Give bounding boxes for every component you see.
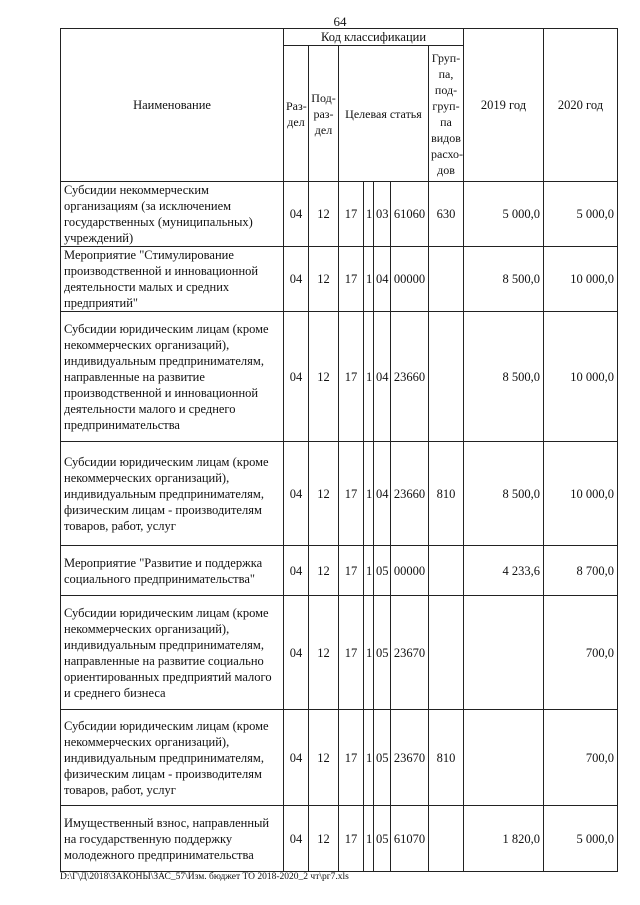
header-classification-code: Код классификации xyxy=(284,29,464,46)
row-name: Имущественный взнос, направленный на государственную поддержку молодежного предпринимательства xyxy=(61,806,284,872)
row-ts2: 1 xyxy=(364,312,374,442)
row-2019: 8 500,0 xyxy=(464,312,544,442)
row-ts4: 23670 xyxy=(391,596,429,710)
row-name: Субсидии юридическим лицам (кроме некоммерческих организаций), индивидуальным предпринимателям, направленные на развитие производственной и инновационной деятельности малого и среднего предпринимательства xyxy=(61,312,284,442)
header-subsection: Под-раз-дел xyxy=(309,46,339,182)
row-ts1: 17 xyxy=(339,546,364,596)
table-row xyxy=(61,312,618,442)
row-razdel: 04 xyxy=(284,312,309,442)
row-ts4: 61070 xyxy=(391,806,429,872)
row-vid: 810 xyxy=(429,710,464,806)
row-ts1: 17 xyxy=(339,247,364,312)
row-razdel: 04 xyxy=(284,247,309,312)
row-ts2: 1 xyxy=(364,546,374,596)
row-2020: 5 000,0 xyxy=(544,182,618,247)
row-podrazdel: 12 xyxy=(309,182,339,247)
row-razdel: 04 xyxy=(284,546,309,596)
row-ts1: 17 xyxy=(339,182,364,247)
header-year-2019: 2019 год xyxy=(464,29,544,182)
row-name: Мероприятие "Стимулирование производственной и инновационной деятельности малых и средних предприятий" xyxy=(61,247,284,312)
header-name: Наименование xyxy=(61,29,284,182)
row-ts1: 17 xyxy=(339,806,364,872)
row-name: Субсидии некоммерческим организациям (за исключением государственных (муниципальных) учреждений) xyxy=(61,182,284,247)
row-podrazdel: 12 xyxy=(309,312,339,442)
row-vid: 810 xyxy=(429,442,464,546)
row-ts3: 05 xyxy=(374,710,391,806)
row-podrazdel: 12 xyxy=(309,442,339,546)
row-podrazdel: 12 xyxy=(309,546,339,596)
row-2019 xyxy=(464,710,544,806)
budget-table xyxy=(60,28,618,872)
row-2019 xyxy=(464,596,544,710)
row-name: Субсидии юридическим лицам (кроме некоммерческих организаций), индивидуальным предпринимателям, физическим лицам - производителям товаров, работ, услуг xyxy=(61,710,284,806)
row-podrazdel: 12 xyxy=(309,710,339,806)
row-2020: 10 000,0 xyxy=(544,312,618,442)
row-podrazdel: 12 xyxy=(309,596,339,710)
row-2020: 10 000,0 xyxy=(544,442,618,546)
row-2020: 8 700,0 xyxy=(544,546,618,596)
row-2019: 5 000,0 xyxy=(464,182,544,247)
row-razdel: 04 xyxy=(284,710,309,806)
row-ts1: 17 xyxy=(339,442,364,546)
row-ts4: 00000 xyxy=(391,546,429,596)
row-vid xyxy=(429,312,464,442)
row-ts3: 03 xyxy=(374,182,391,247)
row-ts2: 1 xyxy=(364,442,374,546)
row-2020: 700,0 xyxy=(544,710,618,806)
row-ts4: 23670 xyxy=(391,710,429,806)
header-row-top xyxy=(61,29,618,46)
row-ts2: 1 xyxy=(364,182,374,247)
row-vid xyxy=(429,247,464,312)
row-ts2: 1 xyxy=(364,596,374,710)
row-name: Субсидии юридическим лицам (кроме некоммерческих организаций), индивидуальным предпринимателям, физическим лицам - производителям товаров, работ, услуг xyxy=(61,442,284,546)
row-ts3: 05 xyxy=(374,546,391,596)
header-expense-group: Груп-па, под-груп-па видов расхо-дов xyxy=(429,46,464,182)
row-vid xyxy=(429,806,464,872)
row-razdel: 04 xyxy=(284,596,309,710)
table-row xyxy=(61,442,618,546)
row-ts4: 23660 xyxy=(391,442,429,546)
header-year-2020: 2020 год xyxy=(544,29,618,182)
row-razdel: 04 xyxy=(284,182,309,247)
row-ts2: 1 xyxy=(364,247,374,312)
row-podrazdel: 12 xyxy=(309,247,339,312)
row-2019: 8 500,0 xyxy=(464,247,544,312)
row-ts1: 17 xyxy=(339,596,364,710)
row-ts3: 04 xyxy=(374,247,391,312)
header-target-article: Целевая статья xyxy=(339,46,429,182)
table-row xyxy=(61,182,618,247)
row-2019: 8 500,0 xyxy=(464,442,544,546)
row-ts3: 04 xyxy=(374,442,391,546)
row-name: Субсидии юридическим лицам (кроме некоммерческих организаций), индивидуальным предпринимателям, направленные на развитие социально ориентированных предприятий малого и среднего бизнеса xyxy=(61,596,284,710)
header-section: Раз-дел xyxy=(284,46,309,182)
row-2019: 4 233,6 xyxy=(464,546,544,596)
row-2019: 1 820,0 xyxy=(464,806,544,872)
page-number: 64 xyxy=(333,14,347,29)
table-row xyxy=(61,806,618,872)
table-row xyxy=(61,710,618,806)
row-vid xyxy=(429,546,464,596)
row-podrazdel: 12 xyxy=(309,806,339,872)
row-name: Мероприятие "Развитие и поддержка социального предпринимательства" xyxy=(61,546,284,596)
row-ts3: 04 xyxy=(374,312,391,442)
row-ts3: 05 xyxy=(374,806,391,872)
row-ts4: 23660 xyxy=(391,312,429,442)
row-ts4: 61060 xyxy=(391,182,429,247)
row-razdel: 04 xyxy=(284,806,309,872)
row-ts3: 05 xyxy=(374,596,391,710)
table-row xyxy=(61,546,618,596)
row-ts1: 17 xyxy=(339,710,364,806)
row-ts1: 17 xyxy=(339,312,364,442)
row-vid xyxy=(429,596,464,710)
file-path-footer: D:\Г\Д\2018\ЗАКОНЫ\ЗАС_57\Изм. бюджет ТО 2018-2020_2 чт\рг7.xls xyxy=(60,872,349,882)
row-2020: 10 000,0 xyxy=(544,247,618,312)
row-razdel: 04 xyxy=(284,442,309,546)
table-row xyxy=(61,596,618,710)
row-2020: 700,0 xyxy=(544,596,618,710)
row-2020: 5 000,0 xyxy=(544,806,618,872)
row-ts2: 1 xyxy=(364,710,374,806)
row-vid: 630 xyxy=(429,182,464,247)
row-ts2: 1 xyxy=(364,806,374,872)
row-ts4: 00000 xyxy=(391,247,429,312)
table-row xyxy=(61,247,618,312)
